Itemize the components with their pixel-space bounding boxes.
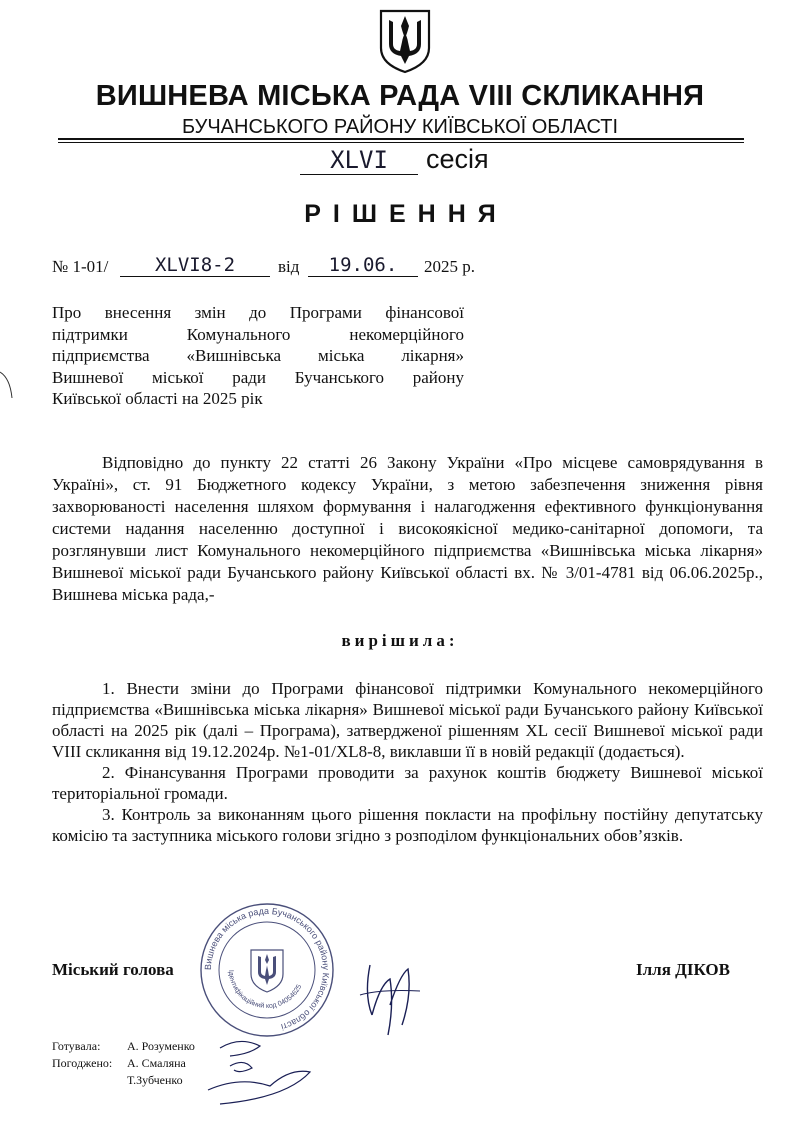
subject-line: підприємства «Вишнівська міська лікарня»: [52, 346, 464, 365]
stamp-ring-text: Вишнева міська рада Бучанського району Київської області: [202, 905, 332, 1033]
subject-line: Вишневої міської ради Бучанського району: [52, 367, 464, 387]
subject-line: Київської області на 2025 рік: [52, 389, 263, 408]
session-word: сесія: [426, 144, 489, 174]
trident-icon: [377, 8, 433, 74]
mayor-name: Ілля ДІКОВ: [636, 960, 730, 979]
scan-edge-mark: [0, 370, 14, 400]
session-number: XLVI: [300, 146, 418, 175]
decision-date-label: від: [278, 257, 300, 276]
decision-number-value: XLVI8-2: [120, 254, 270, 277]
council-subtitle: БУЧАНСЬКОГО РАЙОНУ КИЇВСЬКОЇ ОБЛАСТІ: [181, 116, 618, 138]
decision-subject: [52, 302, 464, 410]
prepared-name: А. Розуменко: [127, 1039, 195, 1053]
council-title: ВИШНЕВА МІСЬКА РАДА VIII СКЛИКАННЯ: [95, 80, 705, 112]
header-rule-thin: [58, 142, 744, 143]
stamp-trident-icon: [251, 950, 283, 992]
stamp-id-text: Ідентифікаційний код 04054625: [226, 969, 304, 1011]
official-stamp: [197, 900, 337, 1040]
subject-line: підтримки Комунального некомерційного: [52, 324, 464, 344]
agreed-name: А. Смаляна: [127, 1056, 186, 1070]
decision-year: 2025 р.: [424, 257, 475, 276]
decision-items: [52, 678, 763, 846]
preamble-paragraph: Відповідно до пункту 22 статті 26 Закону України «Про місцеве самоврядування в Україні», ст. 91 Бюджетного кодексу України, з метою забезпечення зниження рівня захворюваності населення шляхом формування і налагодження ефективного функціонування системи надання населенню доступної і високоякісної медико-санітарної допомоги, та розглянувши лист Комунального некомерційного підприємства «Вишнівська міська лікарня» Вишневої міської ради Бучанського району Київської області вх. № 3/01-4781 від 06.06.2025р., Вишнева міська рада,-: [52, 453, 763, 604]
decision-number-line: [52, 254, 612, 281]
mayor-label: Міський голова: [52, 960, 174, 979]
decision-item: 1. Внести зміни до Програми фінансової підтримки Комунального некомерційного підприємства «Вишнівська міська лікарня» Вишневої міської ради Бучанського району Київської області на 2025 рік (далі – Програма), затвердженої рішенням XL сесії Вишневої міської ради VIII скликання від 19.12.2024р. №1-01/XL8-8, виклавши її в новій редакції (додається).: [52, 679, 763, 761]
decision-item: 2. Фінансування Програми проводити за рахунок коштів бюджету Вишневої міської територіальної громади.: [52, 763, 763, 803]
session-line: [300, 144, 540, 180]
decision-date-value: 19.06.: [308, 254, 418, 277]
agreed-name: Т.Зубченко: [127, 1073, 183, 1087]
decided-label: вирішила:: [341, 631, 459, 650]
mayor-signature: [350, 955, 440, 1040]
header-rule-thick: [58, 138, 744, 140]
prepared-label: Готувала:: [52, 1039, 101, 1053]
agreed-label: Погоджено:: [52, 1056, 113, 1070]
decision-item: 3. Контроль за виконанням цього рішення покласти на профільну постійну депутатську комісію та заступника міського голови згідно з розподілом функціональних обов’язків.: [52, 805, 763, 845]
decision-title: РІШЕННЯ: [304, 200, 508, 228]
approver-initials: [200, 1028, 330, 1118]
decision-number-prefix: № 1-01/: [52, 257, 109, 276]
subject-line: Про внесення змін до Програми фінансової: [52, 303, 464, 322]
